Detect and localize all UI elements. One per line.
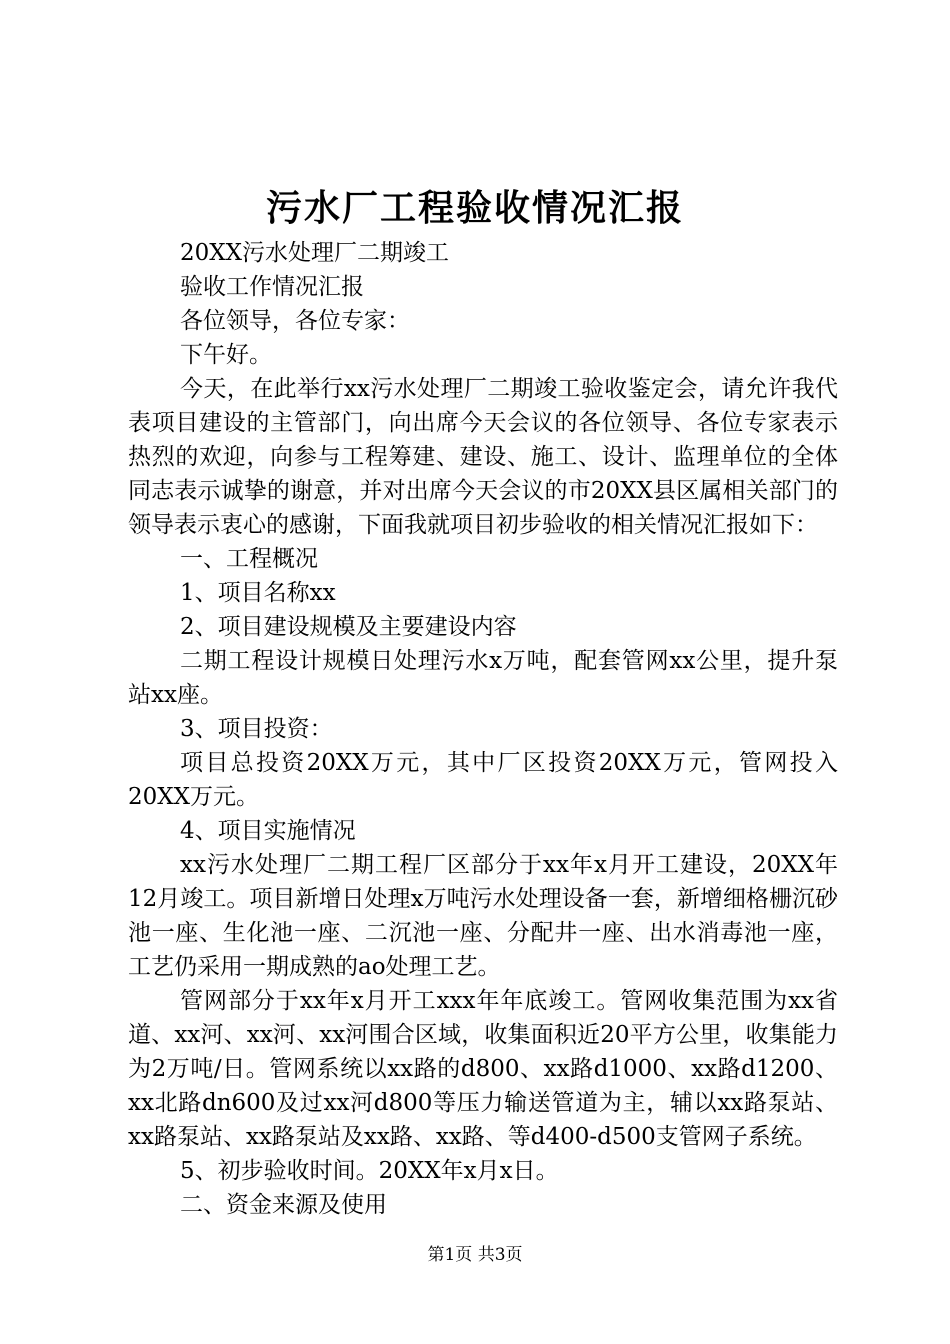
page-footer: 第1页 共3页 xyxy=(427,1245,523,1265)
section-heading-funding: 二、资金来源及使用 xyxy=(180,1192,387,1218)
paragraph-introduction: 今天，在此举行xx污水处理厂二期竣工验收鉴定会，请允许我代表项目建设的主管部门，向出席今天会议的各位领导、各位专家表示热烈的欢迎，向参与工程筹建、建设、施工、设计、监理单位的全体同志表示诚挚的谢意，并对出席今天会议的市20XX县区属相关部门的领导表示衷心的感谢，下面我就项目初步验收的相关情况汇报如下： xyxy=(128,376,838,538)
paragraph-investment-details: 项目总投资20XX万元，其中厂区投资20XX万元，管网投入20XX万元。 xyxy=(128,750,838,810)
paragraph-plant-implementation: xx污水处理厂二期工程厂区部分于xx年x月开工建设，20XX年12月竣工。项目新增日处理x万吨污水处理设备一套，新增细格栅沉砂池一座、生化池一座、二沉池一座、分配井一座、出水消毒池一座，工艺仍采用一期成熟的ao处理工艺。 xyxy=(128,852,838,980)
paragraph-heading-line-1: 20XX污水处理厂二期竣工 xyxy=(180,240,450,266)
paragraph-greeting: 下午好。 xyxy=(180,342,272,368)
paragraph-scale-details: 二期工程设计规模日处理污水x万吨，配套管网xx公里，提升泵站xx座。 xyxy=(128,648,838,708)
paragraph-heading-line-2: 验收工作情况汇报 xyxy=(180,274,364,300)
document-body xyxy=(128,236,838,1222)
paragraph-salutation: 各位领导，各位专家： xyxy=(180,308,410,334)
item-project-name: 1、项目名称xx xyxy=(180,580,336,606)
paragraph-pipeline-implementation: 管网部分于xx年x月开工xxx年年底竣工。管网收集范围为xx省道、xx河、xx河、xx河围合区域，收集面积近20平方公里，收集能力为2万吨/日。管网系统以xx路的d800、xx路d1000、xx路d1200、xx北路dn600及过xx河d800等压力输送管道为主，辅以xx路泵站、xx路泵站、xx路泵站及xx路、xx路、等d400-d500支管网子系统。 xyxy=(128,988,838,1150)
item-project-implementation: 4、项目实施情况 xyxy=(180,818,356,844)
section-heading-overview: 一、工程概况 xyxy=(180,546,318,572)
item-project-investment: 3、项目投资： xyxy=(180,716,333,742)
document-title: 污水厂工程验收情况汇报 xyxy=(265,187,684,229)
item-acceptance-time: 5、初步验收时间。20XX年x月x日。 xyxy=(180,1158,559,1184)
item-project-scale: 2、项目建设规模及主要建设内容 xyxy=(180,614,517,640)
